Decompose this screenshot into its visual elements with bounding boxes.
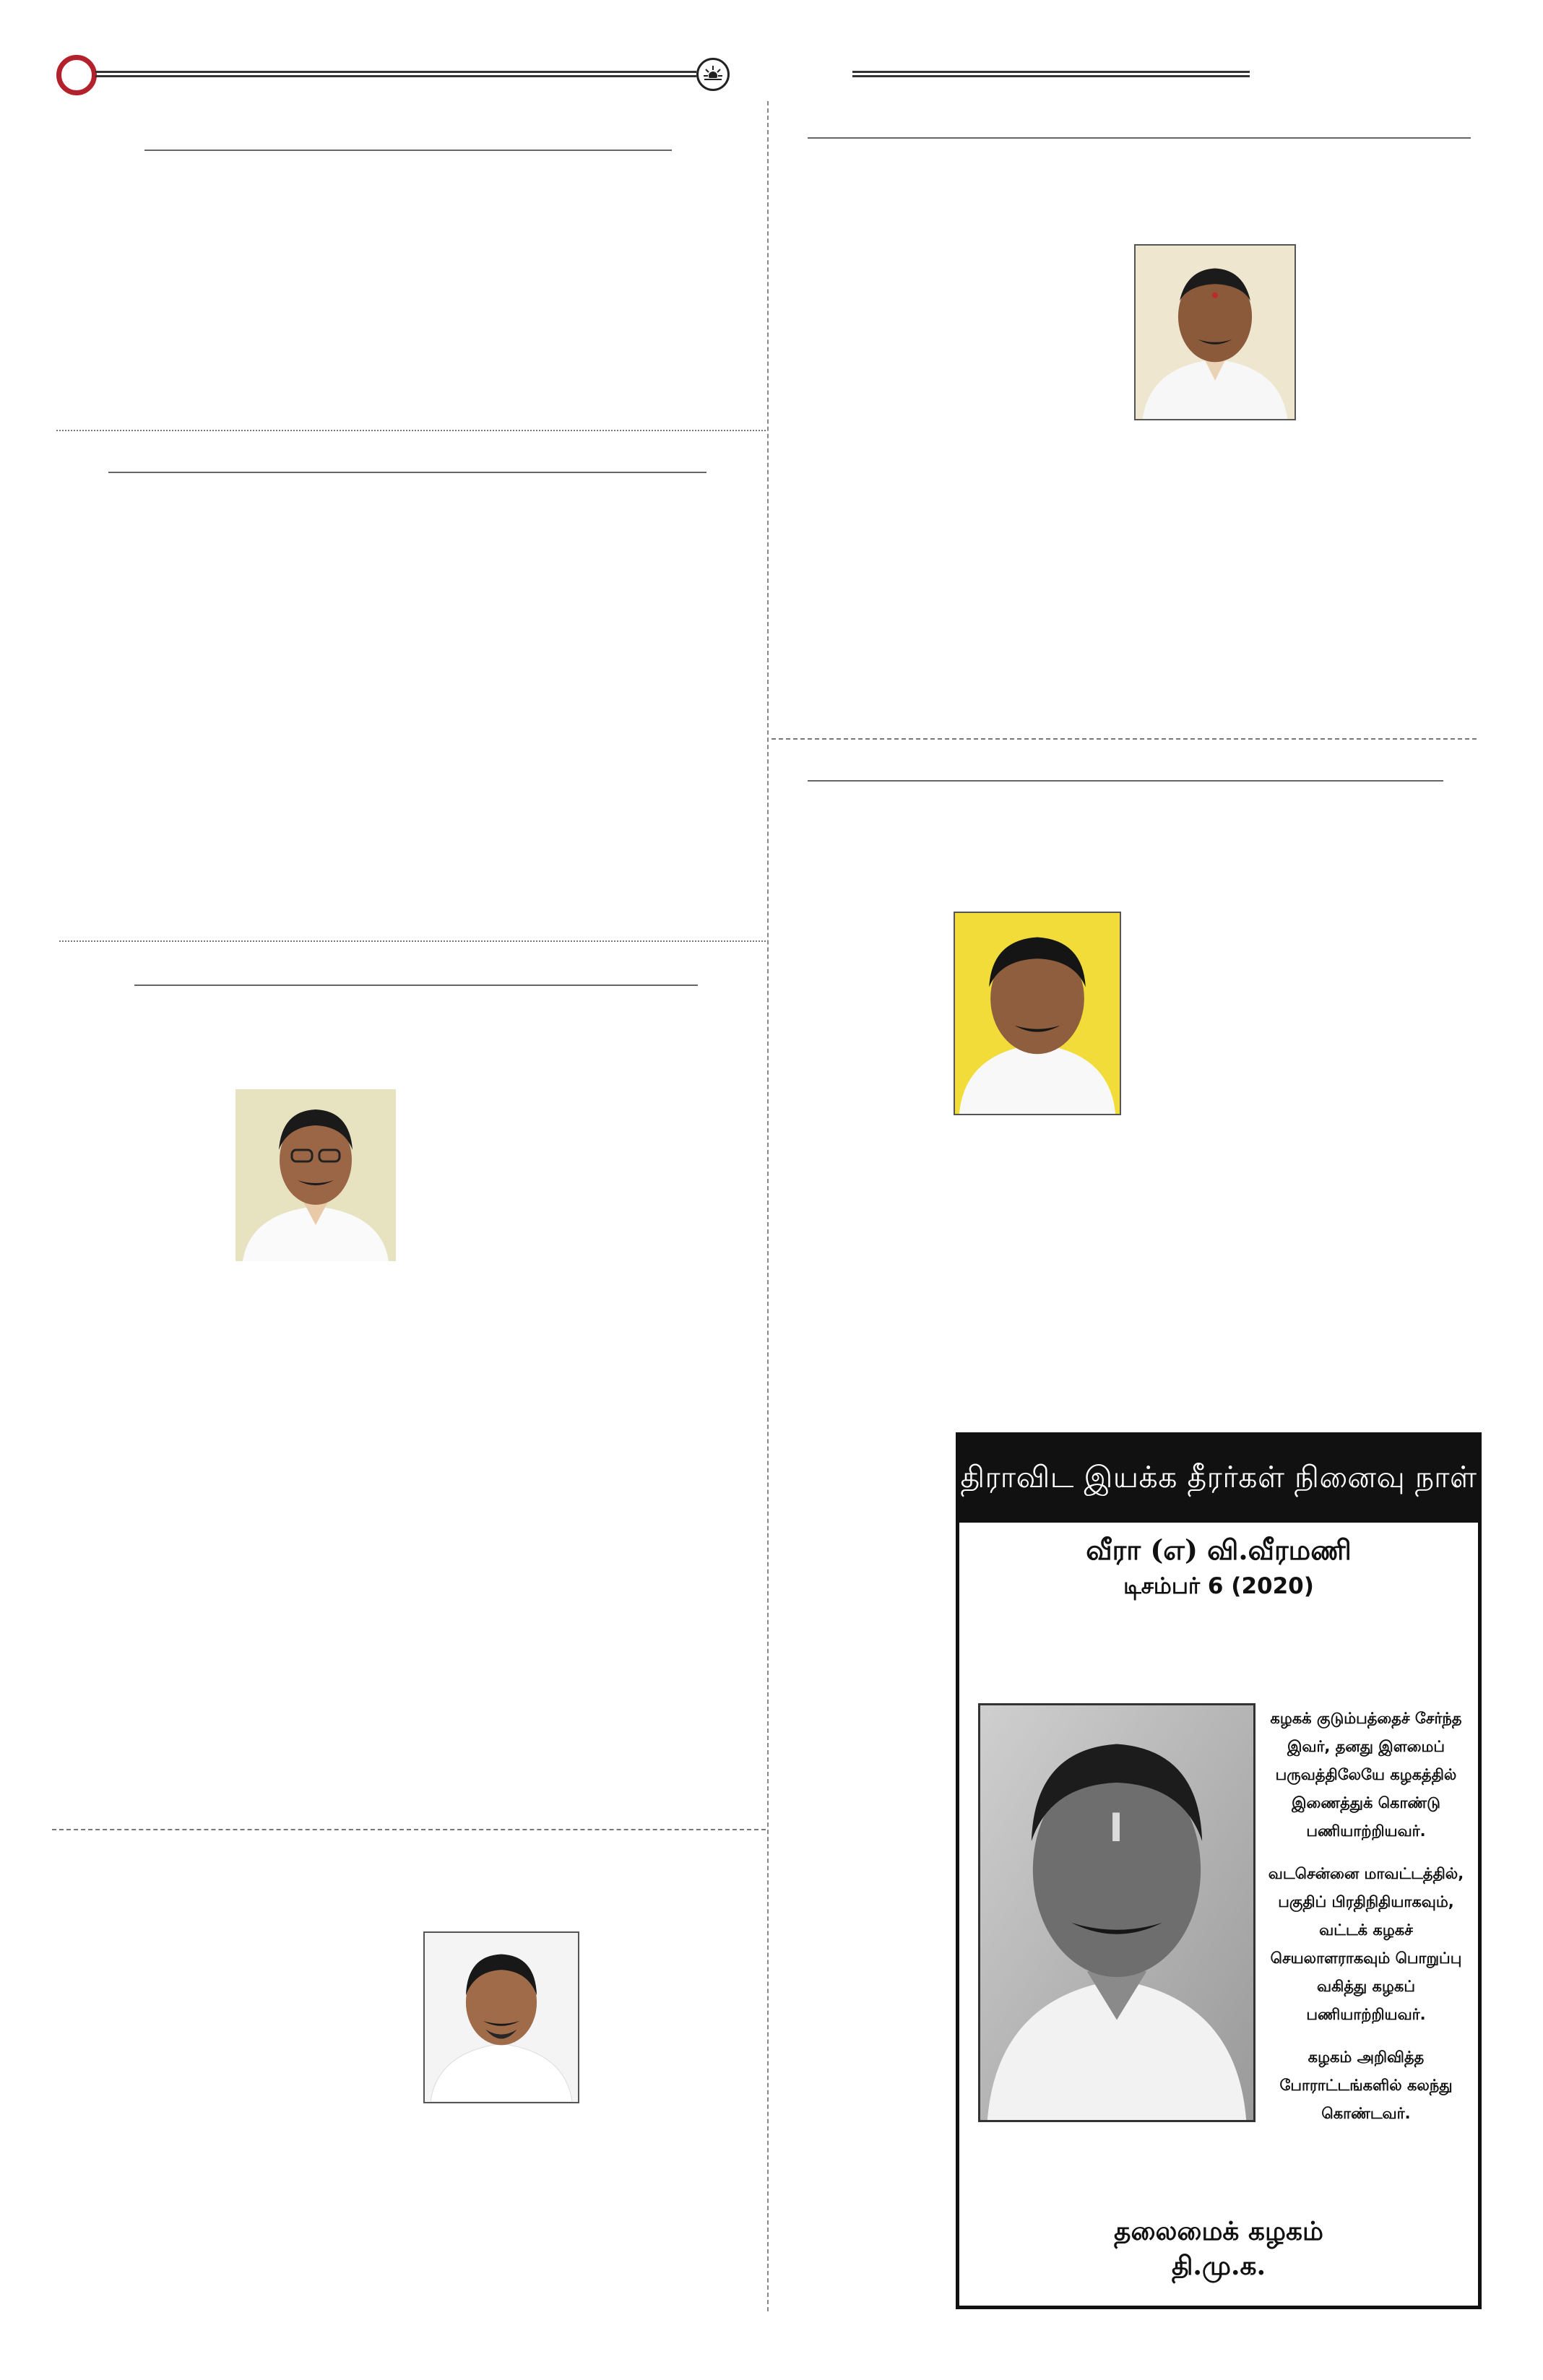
section-separator-2	[59, 940, 766, 942]
column-divider	[767, 101, 769, 2311]
portrait-2	[235, 1089, 396, 1261]
memorial-banner: திராவிட இயக்க தீரர்கள் நினைவு நாள்	[959, 1436, 1478, 1523]
headline-rule-3	[134, 985, 698, 986]
header-circle-icon	[56, 55, 97, 95]
portrait-4	[423, 1931, 579, 2103]
portrait-3	[954, 912, 1121, 1115]
memorial-paragraph: கழகம் அறிவித்த போராட்டங்களில் கலந்து கொண்டவர்.	[1279, 2048, 1453, 2122]
memorial-footer-party: தி.மு.க.	[1171, 2251, 1266, 2281]
memorial-date: டிசம்பர் 6 (2020)	[1123, 1573, 1314, 1599]
memorial-paragraph: வடசென்னை மாவட்டத்தில், பகுதிப் பிரதிநிதியாகவும், வட்டக் கழகச் செயலாளராகவும் பொறுப்பு வகித்து கழகப் பணியாற்றியவர்.	[1268, 1865, 1464, 2023]
header-rule-left	[95, 71, 696, 77]
memorial-name: வீரா (எ) வி.வீரமணி	[1086, 1533, 1352, 1566]
portrait-1	[1134, 244, 1296, 420]
headline-rule-1	[144, 150, 672, 151]
memorial-paragraph: கழகக் குடும்பத்தைச் சேர்ந்த இவர், தனது இளமைப் பருவத்திலேயே கழகத்தில் இணைத்துக் கொண்டு பணியாற்றியவர்.	[1270, 1710, 1462, 1840]
memorial-notice	[956, 1432, 1482, 2309]
memorial-text	[1261, 1705, 1471, 2142]
section-separator-1	[56, 430, 766, 431]
headline-rule-4	[808, 137, 1471, 139]
section-separator-4	[772, 738, 1477, 740]
header-rule-right	[852, 71, 1250, 77]
memorial-portrait	[978, 1703, 1255, 2122]
rising-sun-emblem-icon	[696, 58, 730, 91]
section-separator-3	[52, 1829, 766, 1830]
memorial-footer-org: தலைமைக் கழகம்	[1114, 2216, 1323, 2246]
headline-rule-2	[108, 472, 706, 473]
headline-rule-5	[808, 780, 1443, 782]
